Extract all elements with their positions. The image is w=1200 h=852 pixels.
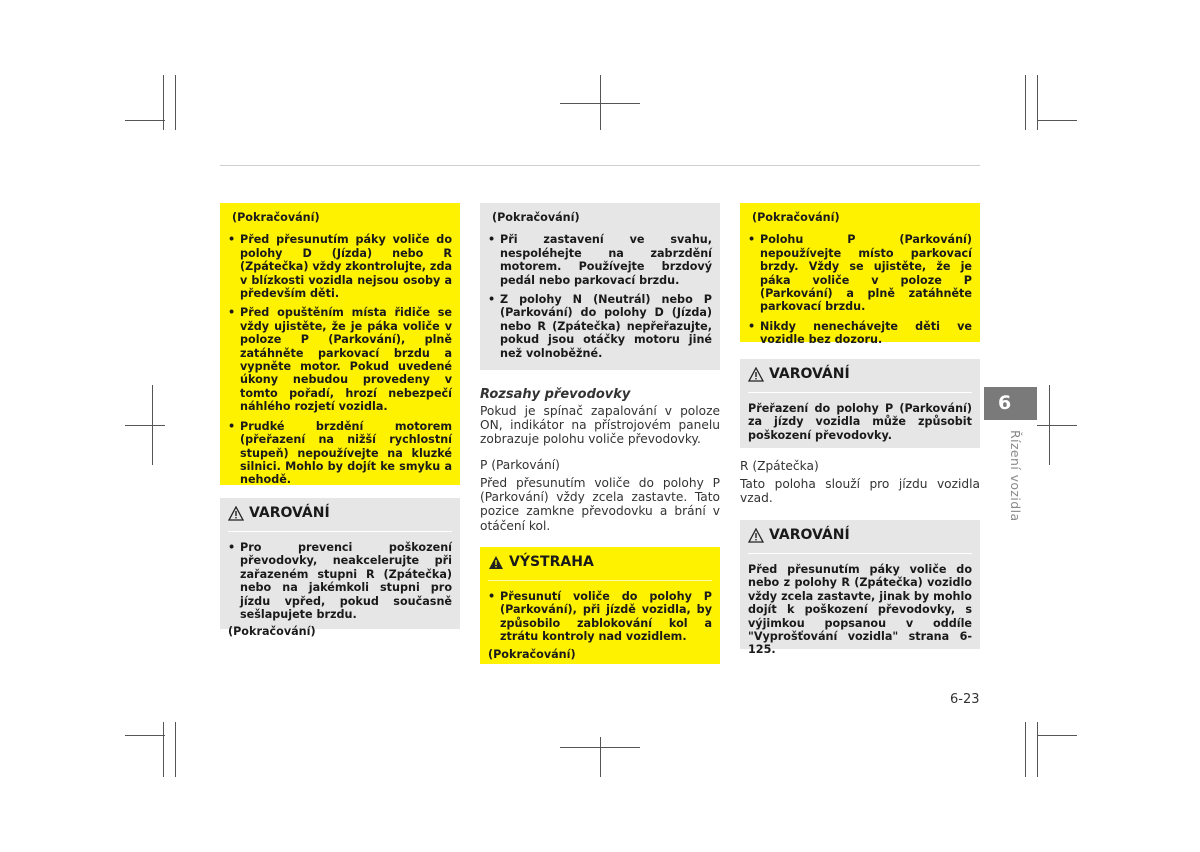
warning-title: VAROVÁNÍ [769,526,850,543]
col3-warning-box-2 [740,520,980,657]
caution-list [488,590,712,644]
list-item: • Při zastavení ve svahu, nespoléhejte na zabrzdění motorem. Používejte brzdový pedál nebo parkovací brzdu. [488,233,712,287]
col1-yellow-box [220,203,460,485]
continued-label: (Pokračování) [492,211,580,224]
continued-label: (Pokračování) [232,211,320,224]
list-item: • Nikdy nenechávejte děti ve vozidle bez dozoru. [748,320,972,347]
col3-yellow-box [740,203,980,347]
warning-triangle-outline-icon [748,528,764,543]
warning-list [228,541,452,621]
warning-heading [228,506,452,532]
warning-triangle-outline-icon [748,367,764,382]
caution-list [748,233,972,346]
warning-heading [748,528,972,554]
park-paragraph: Před přesunutím voliče do polohy P (Parkování) vždy zcela zastavte. Tato pozice zamkne převodovku a brání v otáčení kol. [480,476,720,533]
warning-text: Přeřazení do polohy P (Parkování) za jízdy vozidla může způsobit poškození převodovky. [748,402,972,442]
list-item: • Prudké brzdění motorem (přeřazení na nižší rychlostní stupeň) nepoužívejte na kluzké silnici. Mohlo by dojít ke smyku a nehodě. [228,420,452,487]
chapter-title: Řízení vozidla [1008,430,1023,522]
list-item: • Polohu P (Parkování) nepoužívejte místo parkovací brzdy. Vždy se ujistěte, že je páka voliče v poloze P (Parkování) a plně zatáhněte parkovací brzdu. [748,233,972,313]
caution-title: VÝSTRAHA [509,553,594,570]
continued-label: (Pokračování) [488,647,576,661]
continued-label: (Pokračování) [752,211,840,224]
list-item: • Před opuštěním místa řidiče se vždy ujistěte, že je páka voliče v poloze P (Parkování), plně zatáhněte parkovací brzdu a vypněte motor. Pokud uvedené úkony nebudou provedeny v tomto pořadí, hrozí nebezpečí náhlého rozjetí vozidla. [228,306,452,413]
list-item: • Z polohy N (Neutrál) nebo P (Parkování) do polohy D (Jízda) nebo R (Zpátečka) nepřeřazujte, pokud jsou otáčky motoru jiné než volnoběžné. [488,293,712,360]
warning-triangle-filled-icon [488,555,504,570]
park-heading: P (Parkování) [480,458,560,472]
warning-heading [748,367,972,393]
reverse-paragraph: Tato poloha slouží pro jízdu vozidla vzad. [740,477,980,506]
warning-title: VAROVÁNÍ [769,365,850,382]
list-item: • Pro prevenci poškození převodovky, neakcelerujte při zařazeném stupni R (Zpátečka) nebo na jakémkoli stupni pro jízdu vpřed, pokud současně sešlapujete brzdu. [228,541,452,621]
warning-triangle-outline-icon [228,506,244,521]
col3-warning-box-1 [740,359,980,448]
warning-title: VAROVÁNÍ [249,504,330,521]
warning-text: Před přesunutím páky voliče do nebo z polohy R (Zpátečka) vozidlo vždy zcela zastavte, jinak by mohlo dojít k poškození převodovky, s výjimkou popsanou v oddíle "Vyprošťování vozidla" strana 6-125. [748,563,972,657]
page-number: 6-23 [950,692,980,707]
list-item: • Před přesunutím páky voliče do polohy D (Jízda) nebo R (Zpátečka) vždy zkontrolujte, zda v blízkosti vozidla nejsou osoby a především děti. [228,233,452,300]
intro-paragraph: Pokud je spínač zapalování v poloze ON, indikátor na přístrojovém panelu zobrazuje polohu voliče převodovky. [480,404,720,447]
section-title: Rozsahy převodovky [480,387,631,402]
list-item: • Přesunutí voliče do polohy P (Parkování), při jízdě vozidla, by způsobilo zablokování kol a ztrátu kontroly nad vozidlem. [488,590,712,644]
col2-caution-box [480,547,720,664]
caution-heading [488,555,712,581]
reverse-heading: R (Zpátečka) [740,459,819,473]
col1-warning-box [220,498,460,639]
warning-list [488,233,712,360]
chapter-number-tab: 6 [984,387,1037,420]
continued-label: (Pokračování) [228,625,316,639]
header-rule [220,165,980,166]
caution-list [228,233,452,486]
col2-grey-box [480,203,720,370]
